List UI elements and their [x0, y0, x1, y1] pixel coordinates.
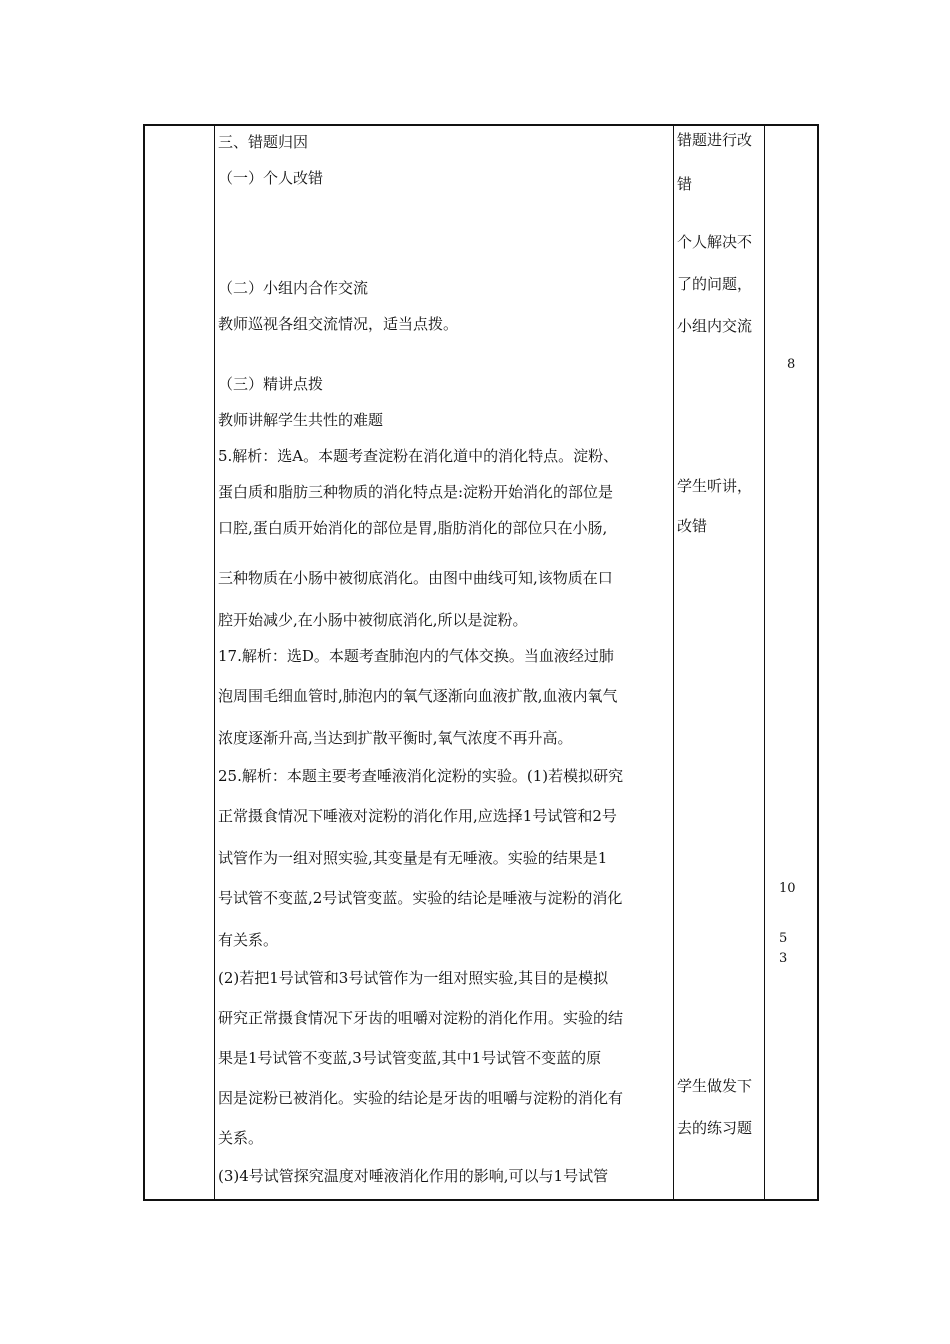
content-line: (2)若把1号试管和3号试管作为一组对照实验,其目的是模拟	[218, 969, 609, 987]
activity-line: 了的问题，	[677, 275, 753, 293]
content-line: 研究正常摄食情况下牙齿的咀嚼对淀粉的消化作用。实验的结	[218, 1009, 624, 1027]
activity-line: 改错	[677, 517, 708, 535]
content-line: 蛋白质和脂肪三种物质的消化特点是:淀粉开始消化的部位是	[218, 483, 614, 501]
activity-line: 错题进行改	[677, 131, 753, 149]
content-line: 正常摄食情况下唾液对淀粉的消化作用,应选择1号试管和2号	[218, 807, 617, 825]
content-line: 有关系。	[218, 931, 279, 949]
teaching-content-cell	[217, 126, 675, 1199]
content-line: 腔开始减少,在小肠中被彻底消化,所以是淀粉。	[218, 611, 528, 629]
content-line: 三种物质在小肠中被彻底消化。由图中曲线可知,该物质在口	[218, 569, 613, 587]
content-line: 因是淀粉已被消化。实验的结论是牙齿的咀嚼与淀粉的消化有	[218, 1089, 624, 1107]
activity-line: 学生做发下	[677, 1077, 753, 1095]
activity-line: 去的练习题	[677, 1119, 753, 1137]
content-line: 泡周围毛细血管时,肺泡内的氧气逐渐向血液扩散,血液内氧气	[218, 687, 618, 705]
content-line: 教师巡视各组交流情况，适当点拨。	[218, 315, 459, 333]
content-line: 5.解析：选A。本题考查淀粉在消化道中的消化特点。淀粉、	[218, 447, 619, 465]
content-line: 教师讲解学生共性的难题	[218, 411, 384, 429]
time-value: 10	[779, 881, 796, 896]
subsection-heading: （三）精讲点拨	[218, 375, 324, 393]
time-cell	[767, 126, 819, 1199]
lesson-table	[143, 124, 819, 1201]
section-heading: 三、错题归因	[218, 133, 309, 151]
time-value: 5	[779, 931, 788, 946]
content-line: 25.解析：本题主要考查唾液消化淀粉的实验。(1)若模拟研究	[218, 767, 624, 785]
activity-line: 个人解决不	[677, 233, 753, 251]
content-line: 浓度逐渐升高,当达到扩散平衡时,氧气浓度不再升高。	[218, 729, 573, 747]
content-line: 17.解析：选D。本题考查肺泡内的气体交换。当血液经过肺	[218, 647, 614, 665]
content-line: 果是1号试管不变蓝,3号试管变蓝,其中1号试管不变蓝的原	[218, 1049, 602, 1067]
content-line: 试管作为一组对照实验,其变量是有无唾液。实验的结果是1	[218, 849, 608, 867]
subsection-heading: （二）小组内合作交流	[218, 279, 369, 297]
content-line: 关系。	[218, 1129, 264, 1147]
content-line: (3)4号试管探究温度对唾液消化作用的影响,可以与1号试管	[218, 1167, 609, 1185]
activity-line: 小组内交流	[677, 317, 753, 335]
subsection-heading: （一）个人改错	[218, 169, 324, 187]
column-divider	[214, 126, 215, 1199]
time-value: 8	[787, 357, 796, 372]
time-value: 3	[779, 951, 788, 966]
content-line: 口腔,蛋白质开始消化的部位是胃,脂肪消化的部位只在小肠,	[218, 519, 608, 537]
activity-line: 错	[677, 175, 693, 193]
activity-line: 学生听讲，	[677, 477, 753, 495]
content-line: 号试管不变蓝,2号试管变蓝。实验的结论是唾液与淀粉的消化	[218, 889, 623, 907]
student-activity-cell	[676, 126, 766, 1199]
